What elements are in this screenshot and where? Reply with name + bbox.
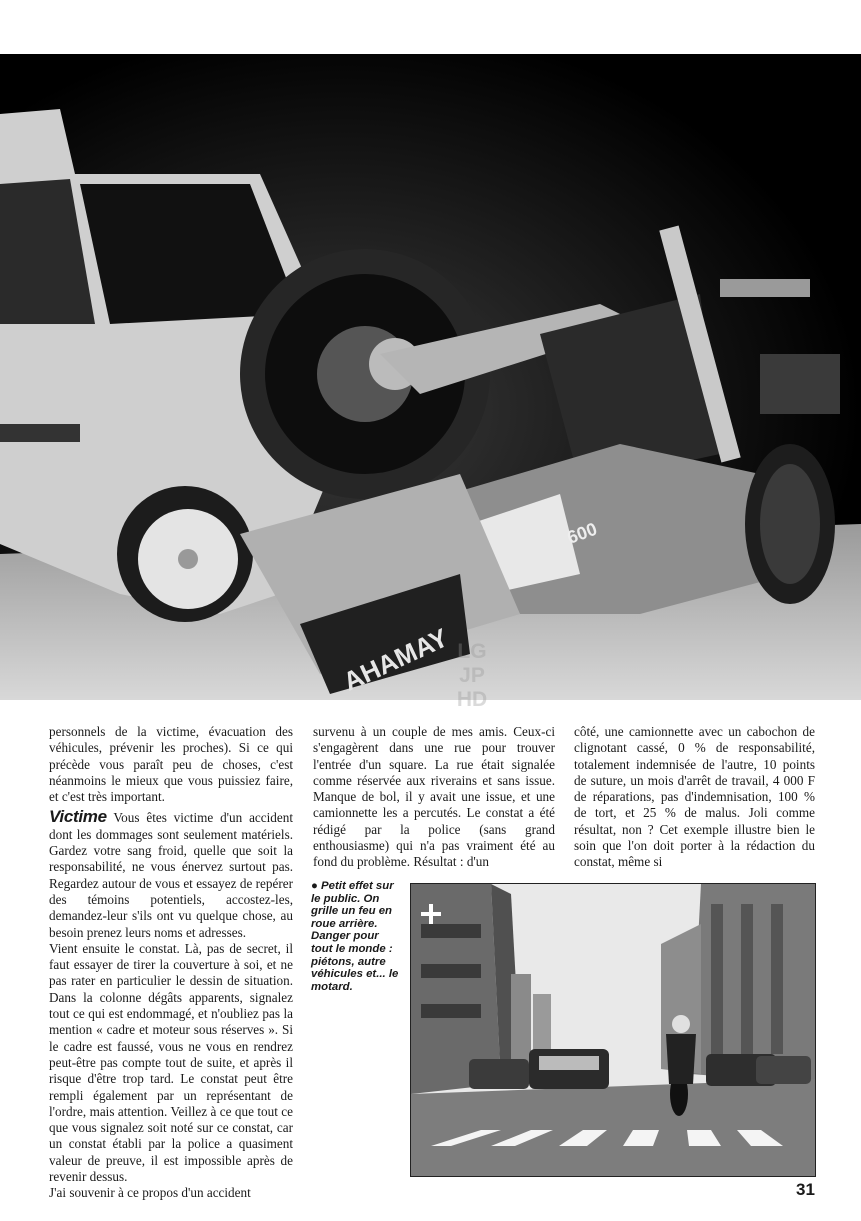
paragraph-text: Vous êtes victime d'un accident dont les dommages sont seulement matériels. Gardez votre sang froid, quelle que soit la responsabilité, ne vous énervez surtout pas. Regardez autour de vous et essayez de repérer des témoins potentiels, accostez-les, demandez-leur s'ils ont vu quelque chose, au besoin prenez leurs noms et adresses. bbox=[49, 810, 293, 940]
crash-photo-illustration bbox=[0, 54, 861, 700]
watermark-line: HD bbox=[456, 688, 488, 711]
page-number: 31 bbox=[796, 1180, 815, 1199]
bullet-icon: ● bbox=[311, 880, 318, 892]
article-column-1 bbox=[49, 724, 293, 1202]
paragraph: personnels de la victime, évacuation des véhicules, prévenir les proches). Si ce qui précède vous paraît peu de choses, c'est néanmoins le mieux que vous puissiez faire, et c'est très important. bbox=[49, 724, 293, 805]
paragraph-victime bbox=[49, 809, 293, 940]
caption-text: Petit effet sur le public. On grille un feu en roue arrière. Danger pour tout le monde : piétons, autre véhicules et... le motard. bbox=[311, 880, 399, 993]
wheelie-photo bbox=[410, 883, 816, 1177]
paragraph: côté, une camionnette avec un cabochon de clignotant cassé, 0 % de responsabilité, totalement indemnisée de l'autre, 10 points de suture, un mois d'arrêt de travail, 4 000 F de réparations, pas d'indemnisation, 100 % de tort, et 25 % de malus. Joli comme résultat, non ? Cet exemple illustre bien le soin que l'on doit porter à la rédaction du constat, même si bbox=[574, 724, 815, 870]
watermark bbox=[432, 640, 512, 720]
bike-model-label: 600 bbox=[564, 518, 600, 548]
crash-photo bbox=[0, 54, 861, 700]
article-column-2 bbox=[313, 724, 555, 871]
paragraph: survenu à un couple de mes amis. Ceux-ci s'engagèrent dans une rue pour trouver l'entrée d'un square. La rue était signalée comme réservée aux riverains et sans issue. Manque de bol, il y avait une issue, et une camionnette les a percutés. Le constat a été rédigé par la police (sans grand enthousiasme) qui n'a pas vraiment été au fond du problème. Résultat : d'un bbox=[313, 724, 555, 870]
wheelie-photo-illustration bbox=[411, 884, 815, 1176]
paragraph: Vient ensuite le constat. Là, pas de secret, il faut essayer de tirer la couverture à soi, et ne pas rater en particulier le dessin de situation. Dans la colonne dégâts apparents, signalez tout ce qui est endommagé, et n'oubliez pas la mention « cadre et moteur sous réserves ». Si le cadre est faussé, vous ne vous en rendrez peut-être pas compte tout de suite, et après il risque d'être trop tard. Le constat peut être rempli également par un représentant de l'ordre, mais attention. Veillez à ce que tout ce que vous signalez soit noté sur ce constat, car un constat établi par la police a quasiment valeur de preuve, il est impossible après de revenir dessus. bbox=[49, 940, 293, 1185]
article-column-3 bbox=[574, 724, 815, 871]
watermark-line: LG bbox=[457, 640, 487, 663]
bike-brand-label: YAMAHA bbox=[338, 622, 453, 697]
watermark-line: JP bbox=[459, 664, 485, 687]
photo-caption bbox=[311, 880, 403, 993]
victime-kicker: Victime bbox=[49, 807, 107, 827]
paragraph: J'ai souvenir à ce propos d'un accident bbox=[49, 1185, 251, 1201]
